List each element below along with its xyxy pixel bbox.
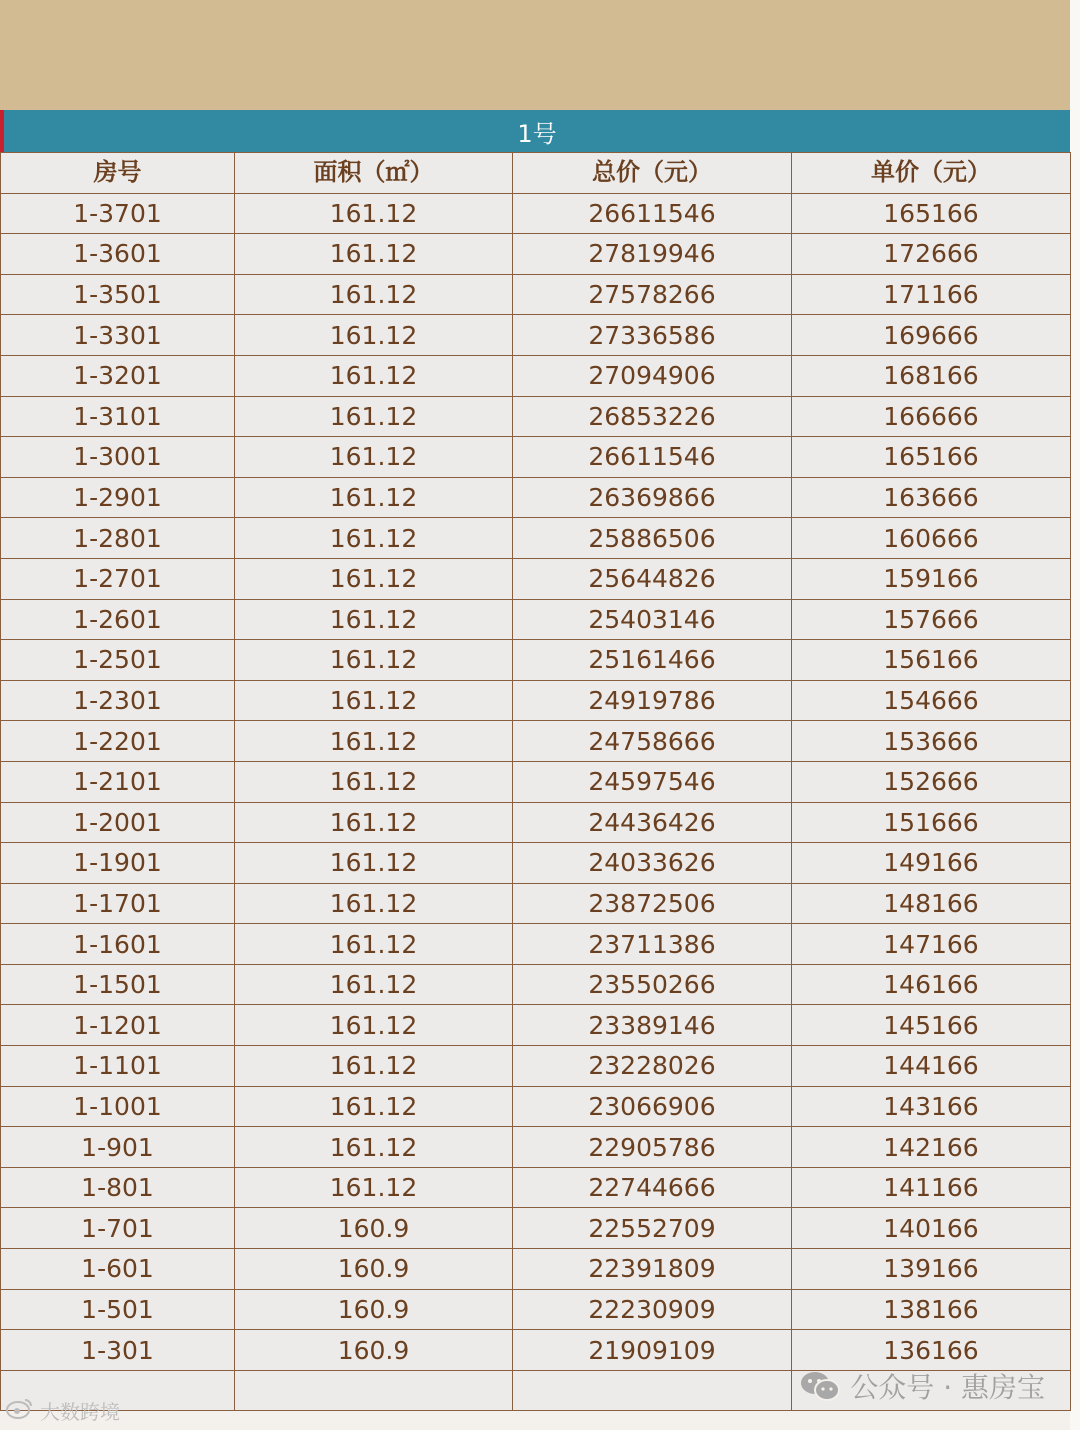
cell-total-price: 27336586	[513, 315, 792, 356]
table-row	[1, 1330, 1071, 1371]
cell-total-price: 24033626	[513, 843, 792, 884]
table-row	[1, 802, 1071, 843]
cell-area: 161.12	[235, 802, 513, 843]
cell-total-price: 22905786	[513, 1127, 792, 1168]
cell-total-price: 23872506	[513, 883, 792, 924]
cell-total-price: 23066906	[513, 1086, 792, 1127]
cell-unit-price: 142166	[792, 1127, 1071, 1168]
cell-unit-price: 139166	[792, 1249, 1071, 1290]
table-row	[1, 721, 1071, 762]
cell-unit-price: 151666	[792, 802, 1071, 843]
cell-room: 1-3601	[1, 234, 235, 275]
table-row	[1, 274, 1071, 315]
table-row	[1, 1208, 1071, 1249]
building-title	[0, 110, 1070, 152]
table-row	[1, 640, 1071, 681]
cell-room: 1-1201	[1, 1005, 235, 1046]
header-room: 房号	[1, 153, 235, 194]
wechat-watermark	[800, 1366, 1045, 1406]
price-table	[0, 152, 1071, 1411]
cell-area: 161.12	[235, 1127, 513, 1168]
cell-area: 161.12	[235, 396, 513, 437]
cell-room: 1-801	[1, 1167, 235, 1208]
header-total-price: 总价（元）	[513, 153, 792, 194]
cell-total-price: 27819946	[513, 234, 792, 275]
empty-cell	[513, 1370, 792, 1411]
cell-total-price: 26611546	[513, 193, 792, 234]
cell-total-price: 23228026	[513, 1046, 792, 1087]
cell-room: 1-1501	[1, 964, 235, 1005]
weibo-icon	[6, 1397, 34, 1424]
cell-unit-price: 159166	[792, 558, 1071, 599]
cell-unit-price: 172666	[792, 234, 1071, 275]
cell-room: 1-1701	[1, 883, 235, 924]
cell-total-price: 24436426	[513, 802, 792, 843]
cell-unit-price: 163666	[792, 477, 1071, 518]
cell-room: 1-1101	[1, 1046, 235, 1087]
cell-room: 1-301	[1, 1330, 235, 1371]
table-row	[1, 396, 1071, 437]
table-row	[1, 518, 1071, 559]
cell-unit-price: 146166	[792, 964, 1071, 1005]
cell-area: 161.12	[235, 599, 513, 640]
table-row	[1, 1289, 1071, 1330]
cell-total-price: 22552709	[513, 1208, 792, 1249]
wechat-watermark-text: 公众号 · 惠房宝	[850, 1371, 1045, 1404]
cell-area: 161.12	[235, 274, 513, 315]
cell-unit-price: 141166	[792, 1167, 1071, 1208]
cell-total-price: 21909109	[513, 1330, 792, 1371]
cell-unit-price: 165166	[792, 437, 1071, 478]
cell-room: 1-2001	[1, 802, 235, 843]
cell-room: 1-3001	[1, 437, 235, 478]
cell-area: 161.12	[235, 1086, 513, 1127]
wechat-icon	[800, 1370, 840, 1402]
cell-total-price: 24758666	[513, 721, 792, 762]
top-banner	[0, 0, 1070, 110]
cell-total-price: 24919786	[513, 680, 792, 721]
cell-room: 1-2701	[1, 558, 235, 599]
cell-area: 161.12	[235, 843, 513, 884]
cell-area: 161.12	[235, 1046, 513, 1087]
cell-area: 161.12	[235, 234, 513, 275]
cell-unit-price: 169666	[792, 315, 1071, 356]
cell-room: 1-1601	[1, 924, 235, 965]
table-row	[1, 843, 1071, 884]
cell-room: 1-2801	[1, 518, 235, 559]
header-area: 面积（㎡）	[235, 153, 513, 194]
cell-room: 1-601	[1, 1249, 235, 1290]
cell-room: 1-2501	[1, 640, 235, 681]
cell-area: 161.12	[235, 558, 513, 599]
cell-room: 1-3301	[1, 315, 235, 356]
cell-area: 161.12	[235, 315, 513, 356]
table-row	[1, 234, 1071, 275]
table-row	[1, 1167, 1071, 1208]
table-row	[1, 1005, 1071, 1046]
cell-room: 1-701	[1, 1208, 235, 1249]
cell-total-price: 25886506	[513, 518, 792, 559]
cell-unit-price: 160666	[792, 518, 1071, 559]
cell-total-price: 25644826	[513, 558, 792, 599]
empty-cell	[235, 1370, 513, 1411]
cell-unit-price: 168166	[792, 355, 1071, 396]
cell-unit-price: 154666	[792, 680, 1071, 721]
cell-area: 161.12	[235, 477, 513, 518]
cell-total-price: 23711386	[513, 924, 792, 965]
cell-area: 160.9	[235, 1289, 513, 1330]
table-row	[1, 599, 1071, 640]
weibo-watermark	[6, 1396, 120, 1425]
cell-room: 1-2101	[1, 761, 235, 802]
cell-total-price: 23550266	[513, 964, 792, 1005]
table-row	[1, 558, 1071, 599]
cell-area: 161.12	[235, 721, 513, 762]
cell-total-price: 22744666	[513, 1167, 792, 1208]
cell-area: 160.9	[235, 1249, 513, 1290]
cell-area: 161.12	[235, 640, 513, 681]
cell-area: 161.12	[235, 1005, 513, 1046]
cell-unit-price: 144166	[792, 1046, 1071, 1087]
cell-room: 1-1901	[1, 843, 235, 884]
page-edge	[1070, 0, 1080, 1430]
table-row	[1, 1046, 1071, 1087]
cell-room: 1-501	[1, 1289, 235, 1330]
cell-area: 160.9	[235, 1330, 513, 1371]
cell-unit-price: 140166	[792, 1208, 1071, 1249]
cell-unit-price: 145166	[792, 1005, 1071, 1046]
cell-unit-price: 153666	[792, 721, 1071, 762]
cell-area: 161.12	[235, 518, 513, 559]
cell-unit-price: 149166	[792, 843, 1071, 884]
cell-total-price: 25161466	[513, 640, 792, 681]
cell-room: 1-3101	[1, 396, 235, 437]
table-row	[1, 477, 1071, 518]
cell-unit-price: 156166	[792, 640, 1071, 681]
cell-unit-price: 152666	[792, 761, 1071, 802]
cell-total-price: 27094906	[513, 355, 792, 396]
cell-unit-price: 138166	[792, 1289, 1071, 1330]
table-row	[1, 680, 1071, 721]
cell-unit-price: 143166	[792, 1086, 1071, 1127]
cell-unit-price: 147166	[792, 924, 1071, 965]
cell-total-price: 26853226	[513, 396, 792, 437]
table-row	[1, 437, 1071, 478]
cell-area: 161.12	[235, 193, 513, 234]
cell-room: 1-2601	[1, 599, 235, 640]
cell-area: 161.12	[235, 761, 513, 802]
cell-room: 1-3701	[1, 193, 235, 234]
table-row	[1, 883, 1071, 924]
cell-area: 160.9	[235, 1208, 513, 1249]
table-row	[1, 964, 1071, 1005]
cell-area: 161.12	[235, 680, 513, 721]
table-row	[1, 1086, 1071, 1127]
cell-room: 1-901	[1, 1127, 235, 1168]
cell-total-price: 23389146	[513, 1005, 792, 1046]
cell-room: 1-3201	[1, 355, 235, 396]
cell-total-price: 25403146	[513, 599, 792, 640]
cell-total-price: 24597546	[513, 761, 792, 802]
cell-unit-price: 136166	[792, 1330, 1071, 1371]
cell-room: 1-2901	[1, 477, 235, 518]
cell-room: 1-3501	[1, 274, 235, 315]
table-row	[1, 355, 1071, 396]
cell-area: 161.12	[235, 355, 513, 396]
cell-total-price: 26369866	[513, 477, 792, 518]
cell-room: 1-1001	[1, 1086, 235, 1127]
cell-unit-price: 166666	[792, 396, 1071, 437]
table-row	[1, 1249, 1071, 1290]
cell-area: 161.12	[235, 1167, 513, 1208]
table-row	[1, 315, 1071, 356]
cell-area: 161.12	[235, 924, 513, 965]
building-title-text: 1号	[517, 119, 557, 148]
cell-total-price: 22391809	[513, 1249, 792, 1290]
table-row	[1, 761, 1071, 802]
cell-unit-price: 157666	[792, 599, 1071, 640]
cell-room: 1-2301	[1, 680, 235, 721]
cell-total-price: 27578266	[513, 274, 792, 315]
header-unit-price: 单价（元）	[792, 153, 1071, 194]
cell-total-price: 26611546	[513, 437, 792, 478]
cell-area: 161.12	[235, 964, 513, 1005]
table-row	[1, 1127, 1071, 1168]
cell-area: 161.12	[235, 883, 513, 924]
cell-room: 1-2201	[1, 721, 235, 762]
cell-total-price: 22230909	[513, 1289, 792, 1330]
table-header-row	[1, 153, 1071, 194]
table-row	[1, 193, 1071, 234]
cell-unit-price: 171166	[792, 274, 1071, 315]
table-row	[1, 924, 1071, 965]
cell-unit-price: 165166	[792, 193, 1071, 234]
cell-unit-price: 148166	[792, 883, 1071, 924]
weibo-watermark-text: 大数跨境	[40, 1400, 120, 1424]
cell-area: 161.12	[235, 437, 513, 478]
